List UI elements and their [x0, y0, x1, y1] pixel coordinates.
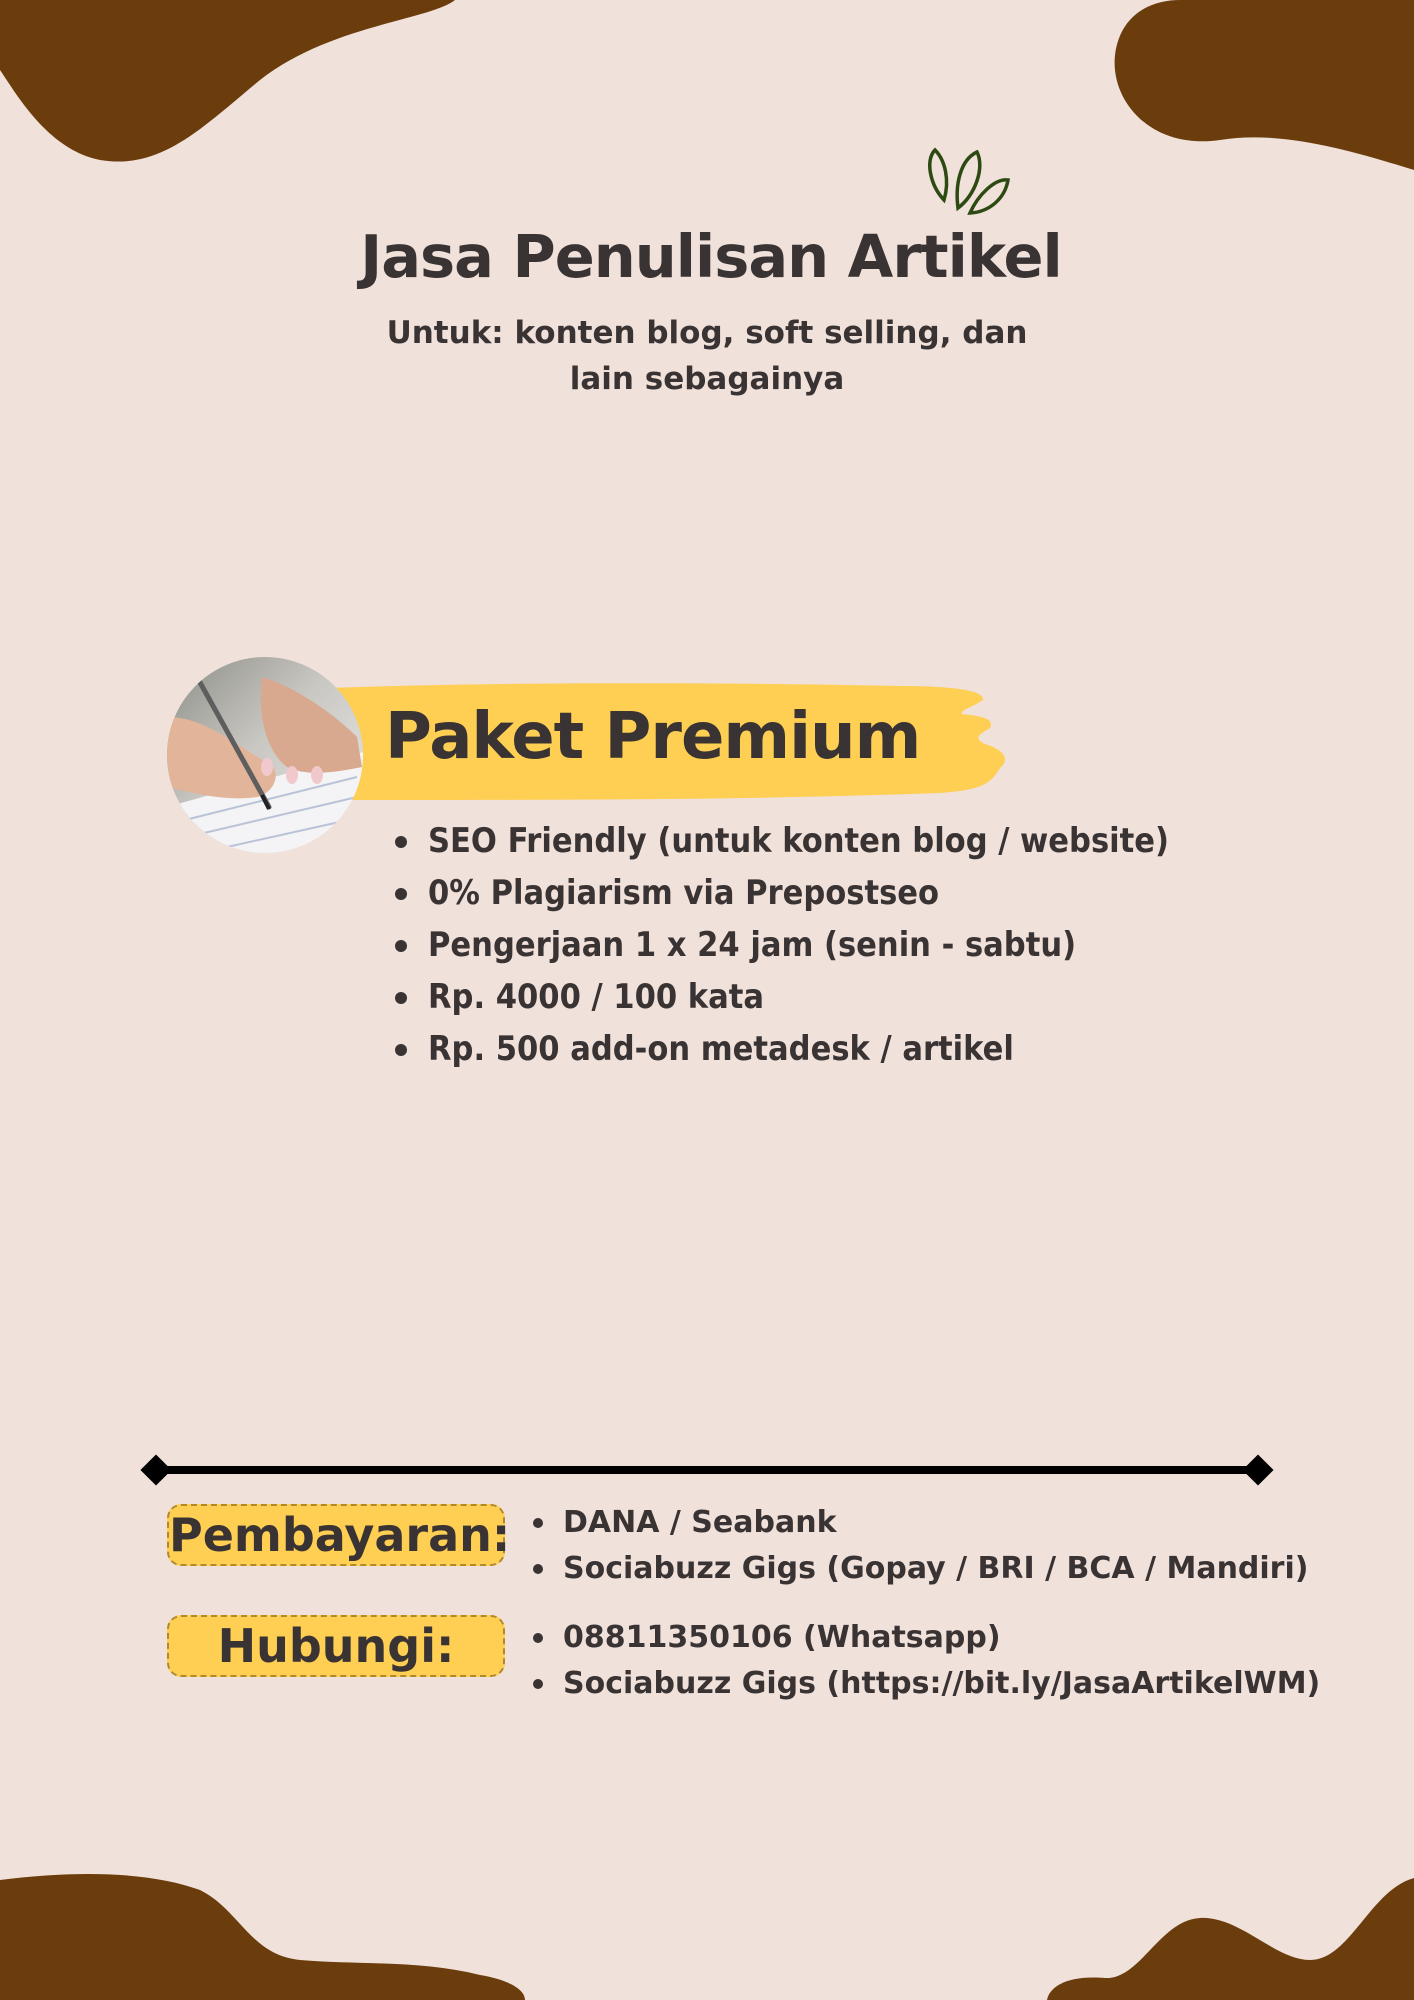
blob-top-left — [0, 0, 455, 162]
feature-item: Pengerjaan 1 x 24 jam (senin - sabtu) — [392, 922, 1169, 974]
blob-top-right — [1115, 0, 1414, 170]
feature-list — [392, 818, 1169, 1078]
contact-label: Hubungi: — [217, 1619, 455, 1673]
feature-item: Rp. 500 add-on metadesk / artikel — [392, 1026, 1169, 1078]
contact-item-whatsapp[interactable]: 08811350106 (Whatsapp) — [531, 1617, 1320, 1663]
payment-label-badge — [167, 1504, 511, 1566]
payment-label: Pembayaran: — [169, 1508, 511, 1562]
contact-item-link[interactable]: Sociabuzz Gigs (https://bit.ly/JasaArtikelWM) — [531, 1663, 1320, 1709]
payment-item: Sociabuzz Gigs (Gopay / BRI / BCA / Mandiri) — [531, 1548, 1308, 1594]
sprout-icon — [930, 150, 1008, 213]
divider — [140, 1454, 1273, 1485]
payment-list — [531, 1502, 1308, 1594]
contact-label-badge — [167, 1615, 505, 1677]
package-title: Paket Premium — [385, 700, 921, 774]
feature-item: Rp. 4000 / 100 kata — [392, 974, 1169, 1026]
page-subtitle: Untuk: konten blog, soft selling, dan lain sebagainya — [386, 315, 1028, 397]
page-title: Jasa Penulisan Artikel — [360, 222, 1062, 291]
blob-bottom-right — [1047, 1878, 1414, 2000]
feature-item: 0% Plagiarism via Prepostseo — [392, 870, 1169, 922]
contact-list — [531, 1617, 1320, 1709]
blob-bottom-left — [0, 1874, 525, 2000]
payment-item: DANA / Seabank — [531, 1502, 1308, 1548]
feature-item: SEO Friendly (untuk konten blog / website) — [392, 818, 1169, 870]
writing-hand-photo — [167, 657, 363, 853]
